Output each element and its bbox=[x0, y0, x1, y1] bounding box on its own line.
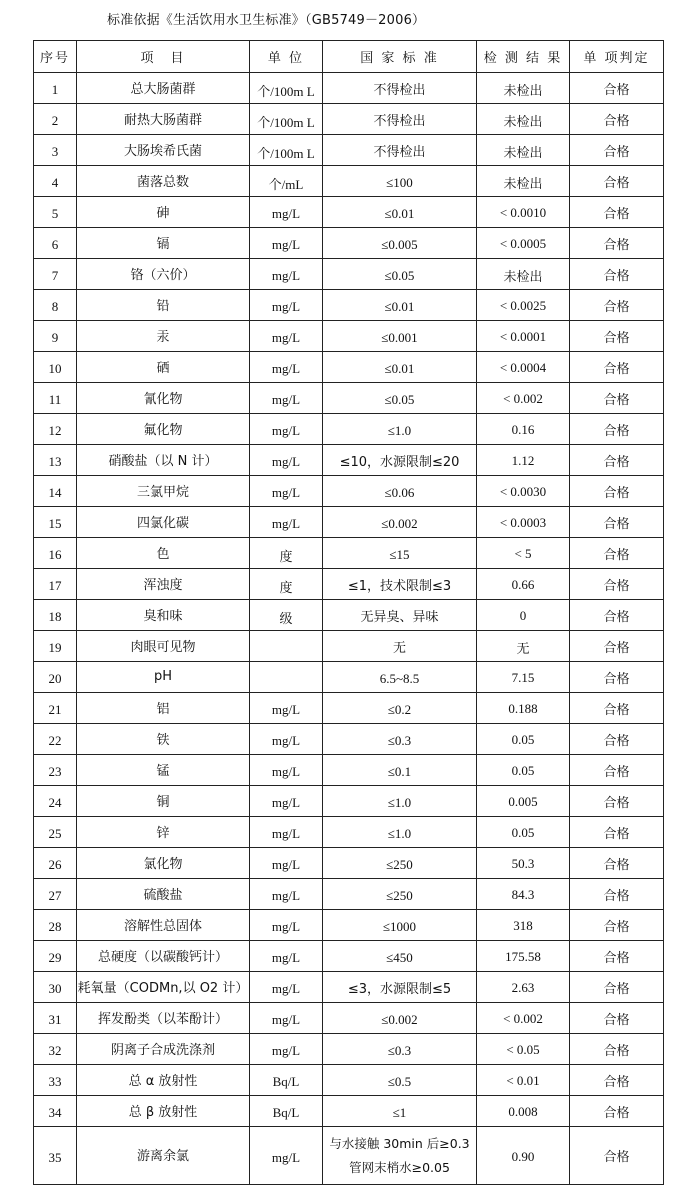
row-result: 未检出 bbox=[477, 104, 570, 135]
row-standard: ≤250 bbox=[323, 879, 477, 910]
row-result: < 0.0010 bbox=[477, 197, 570, 228]
row-result: 未检出 bbox=[477, 259, 570, 290]
row-number: 29 bbox=[34, 941, 77, 972]
row-unit: 个/100m L bbox=[250, 135, 323, 166]
row-unit: mg/L bbox=[250, 1034, 323, 1065]
row-judgement: 合格 bbox=[570, 507, 664, 538]
row-judgement: 合格 bbox=[570, 228, 664, 259]
table-row bbox=[34, 1127, 664, 1185]
row-number: 7 bbox=[34, 259, 77, 290]
table-row bbox=[34, 910, 664, 941]
row-item: 挥发酚类（以苯酚计） bbox=[77, 1003, 250, 1034]
row-result: 0.90 bbox=[477, 1127, 570, 1185]
row-judgement: 合格 bbox=[570, 104, 664, 135]
table-row bbox=[34, 104, 664, 135]
row-result: 未检出 bbox=[477, 166, 570, 197]
row-standard: ≤0.002 bbox=[323, 507, 477, 538]
row-unit: 度 bbox=[250, 538, 323, 569]
table-row bbox=[34, 941, 664, 972]
row-unit: mg/L bbox=[250, 1127, 323, 1185]
row-result: < 5 bbox=[477, 538, 570, 569]
row-judgement: 合格 bbox=[570, 1127, 664, 1185]
row-judgement: 合格 bbox=[570, 569, 664, 600]
header-result: 检 测 结 果 bbox=[477, 41, 570, 73]
row-standard: 无异臭、异味 bbox=[323, 600, 477, 631]
row-number: 15 bbox=[34, 507, 77, 538]
row-result: 0.005 bbox=[477, 786, 570, 817]
row-result: 84.3 bbox=[477, 879, 570, 910]
row-judgement: 合格 bbox=[570, 290, 664, 321]
row-number: 9 bbox=[34, 321, 77, 352]
row-number: 26 bbox=[34, 848, 77, 879]
table-row bbox=[34, 1065, 664, 1096]
header-no: 序号 bbox=[34, 41, 77, 73]
row-result: 175.58 bbox=[477, 941, 570, 972]
row-number: 28 bbox=[34, 910, 77, 941]
row-judgement: 合格 bbox=[570, 414, 664, 445]
row-judgement: 合格 bbox=[570, 352, 664, 383]
row-judgement: 合格 bbox=[570, 662, 664, 693]
row-item: 氯化物 bbox=[77, 848, 250, 879]
row-judgement: 合格 bbox=[570, 445, 664, 476]
table-row bbox=[34, 693, 664, 724]
table-row bbox=[34, 879, 664, 910]
row-item: 耗氧量（CODMn,以 O2 计） bbox=[77, 972, 250, 1003]
row-number: 1 bbox=[34, 73, 77, 104]
row-result: 0.05 bbox=[477, 755, 570, 786]
row-standard: ≤0.3 bbox=[323, 724, 477, 755]
row-item: 硒 bbox=[77, 352, 250, 383]
row-standard: ≤1.0 bbox=[323, 786, 477, 817]
row-judgement: 合格 bbox=[570, 1003, 664, 1034]
row-number: 14 bbox=[34, 476, 77, 507]
row-standard: ≤1.0 bbox=[323, 817, 477, 848]
row-number: 2 bbox=[34, 104, 77, 135]
row-number: 5 bbox=[34, 197, 77, 228]
row-item: 色 bbox=[77, 538, 250, 569]
table-row bbox=[34, 538, 664, 569]
row-unit: mg/L bbox=[250, 321, 323, 352]
row-standard-line: 与水接触 30min 后≥0.3 bbox=[329, 1135, 470, 1151]
row-item: 总大肠菌群 bbox=[77, 73, 250, 104]
row-standard: ≤0.1 bbox=[323, 755, 477, 786]
row-standard: ≤0.3 bbox=[323, 1034, 477, 1065]
row-number: 18 bbox=[34, 600, 77, 631]
table-row bbox=[34, 631, 664, 662]
row-result: 1.12 bbox=[477, 445, 570, 476]
row-standard: 不得检出 bbox=[323, 73, 477, 104]
header-unit: 单 位 bbox=[250, 41, 323, 73]
row-item: 氰化物 bbox=[77, 383, 250, 414]
row-result: 0.66 bbox=[477, 569, 570, 600]
table-row bbox=[34, 414, 664, 445]
row-item: 铝 bbox=[77, 693, 250, 724]
row-standard: ≤0.5 bbox=[323, 1065, 477, 1096]
row-result: < 0.0003 bbox=[477, 507, 570, 538]
table-row bbox=[34, 569, 664, 600]
row-number: 27 bbox=[34, 879, 77, 910]
row-number: 4 bbox=[34, 166, 77, 197]
row-unit: 级 bbox=[250, 600, 323, 631]
row-unit: Bq/L bbox=[250, 1065, 323, 1096]
row-item: 游离余氯 bbox=[77, 1127, 250, 1185]
row-judgement: 合格 bbox=[570, 693, 664, 724]
row-result: < 0.0005 bbox=[477, 228, 570, 259]
row-unit: mg/L bbox=[250, 507, 323, 538]
row-unit: mg/L bbox=[250, 414, 323, 445]
row-standard: ≤450 bbox=[323, 941, 477, 972]
row-standard: ≤1，技术限制≤3 bbox=[323, 569, 477, 600]
table-row bbox=[34, 972, 664, 1003]
row-judgement: 合格 bbox=[570, 941, 664, 972]
row-number: 21 bbox=[34, 693, 77, 724]
row-unit: mg/L bbox=[250, 1003, 323, 1034]
row-judgement: 合格 bbox=[570, 786, 664, 817]
row-item: 总 β 放射性 bbox=[77, 1096, 250, 1127]
row-result: 0.188 bbox=[477, 693, 570, 724]
row-unit: mg/L bbox=[250, 817, 323, 848]
row-standard: ≤1000 bbox=[323, 910, 477, 941]
row-result: < 0.0025 bbox=[477, 290, 570, 321]
row-number: 22 bbox=[34, 724, 77, 755]
row-judgement: 合格 bbox=[570, 135, 664, 166]
row-standard: ≤100 bbox=[323, 166, 477, 197]
row-number: 34 bbox=[34, 1096, 77, 1127]
table-row bbox=[34, 476, 664, 507]
row-item: 耐热大肠菌群 bbox=[77, 104, 250, 135]
row-unit: mg/L bbox=[250, 352, 323, 383]
table-row bbox=[34, 755, 664, 786]
row-standard: ≤0.001 bbox=[323, 321, 477, 352]
row-number: 11 bbox=[34, 383, 77, 414]
row-unit: 个/100m L bbox=[250, 73, 323, 104]
row-number: 23 bbox=[34, 755, 77, 786]
table-body bbox=[34, 73, 664, 1185]
row-unit: 个/100m L bbox=[250, 104, 323, 135]
row-standard: ≤0.002 bbox=[323, 1003, 477, 1034]
row-standard: ≤250 bbox=[323, 848, 477, 879]
table-row bbox=[34, 383, 664, 414]
row-number: 13 bbox=[34, 445, 77, 476]
row-item: 大肠埃希氏菌 bbox=[77, 135, 250, 166]
row-judgement: 合格 bbox=[570, 538, 664, 569]
row-item: 臭和味 bbox=[77, 600, 250, 631]
row-unit: mg/L bbox=[250, 755, 323, 786]
row-judgement: 合格 bbox=[570, 166, 664, 197]
row-number: 31 bbox=[34, 1003, 77, 1034]
row-item: 硝酸盐（以 N 计） bbox=[77, 445, 250, 476]
row-unit: mg/L bbox=[250, 290, 323, 321]
table-row bbox=[34, 786, 664, 817]
row-unit: mg/L bbox=[250, 724, 323, 755]
row-number: 10 bbox=[34, 352, 77, 383]
table-row bbox=[34, 166, 664, 197]
table-header-row bbox=[34, 41, 664, 73]
row-unit: mg/L bbox=[250, 972, 323, 1003]
row-result: 0.16 bbox=[477, 414, 570, 445]
row-item: 铁 bbox=[77, 724, 250, 755]
row-result: 7.15 bbox=[477, 662, 570, 693]
table-row bbox=[34, 507, 664, 538]
row-judgement: 合格 bbox=[570, 724, 664, 755]
row-judgement: 合格 bbox=[570, 848, 664, 879]
table-row bbox=[34, 600, 664, 631]
row-result: < 0.0001 bbox=[477, 321, 570, 352]
row-standard: ≤0.005 bbox=[323, 228, 477, 259]
row-item: 四氯化碳 bbox=[77, 507, 250, 538]
row-result: 无 bbox=[477, 631, 570, 662]
row-number: 6 bbox=[34, 228, 77, 259]
water-quality-table bbox=[33, 40, 664, 1185]
row-result: 未检出 bbox=[477, 135, 570, 166]
table-row bbox=[34, 1034, 664, 1065]
row-item: 总 α 放射性 bbox=[77, 1065, 250, 1096]
row-number: 33 bbox=[34, 1065, 77, 1096]
row-judgement: 合格 bbox=[570, 631, 664, 662]
table-row bbox=[34, 724, 664, 755]
row-unit: 个/mL bbox=[250, 166, 323, 197]
row-standard: ≤0.01 bbox=[323, 352, 477, 383]
table-row bbox=[34, 73, 664, 104]
row-standard: ≤1 bbox=[323, 1096, 477, 1127]
row-standard: ≤0.01 bbox=[323, 197, 477, 228]
row-judgement: 合格 bbox=[570, 755, 664, 786]
row-standard: ≤3，水源限制≤5 bbox=[323, 972, 477, 1003]
row-result: 0.008 bbox=[477, 1096, 570, 1127]
row-standard: ≤0.05 bbox=[323, 383, 477, 414]
row-standard: ≤0.01 bbox=[323, 290, 477, 321]
table-row bbox=[34, 352, 664, 383]
row-result: < 0.002 bbox=[477, 1003, 570, 1034]
row-standard: ≤0.2 bbox=[323, 693, 477, 724]
table-row bbox=[34, 259, 664, 290]
row-item: 砷 bbox=[77, 197, 250, 228]
row-item: 阴离子合成洗涤剂 bbox=[77, 1034, 250, 1065]
row-item: 锰 bbox=[77, 755, 250, 786]
row-number: 3 bbox=[34, 135, 77, 166]
row-number: 17 bbox=[34, 569, 77, 600]
table-row bbox=[34, 817, 664, 848]
row-unit: mg/L bbox=[250, 197, 323, 228]
row-standard: 无 bbox=[323, 631, 477, 662]
row-result: 50.3 bbox=[477, 848, 570, 879]
row-item: 铬（六价） bbox=[77, 259, 250, 290]
row-judgement: 合格 bbox=[570, 817, 664, 848]
row-standard: 6.5~8.5 bbox=[323, 662, 477, 693]
row-unit: mg/L bbox=[250, 879, 323, 910]
row-item: 溶解性总固体 bbox=[77, 910, 250, 941]
row-number: 35 bbox=[34, 1127, 77, 1185]
row-unit: mg/L bbox=[250, 228, 323, 259]
row-standard: ≤10，水源限制≤20 bbox=[323, 445, 477, 476]
row-judgement: 合格 bbox=[570, 383, 664, 414]
row-result: 未检出 bbox=[477, 73, 570, 104]
row-judgement: 合格 bbox=[570, 972, 664, 1003]
row-item: 氟化物 bbox=[77, 414, 250, 445]
document-title: 标准依据《生活饮用水卫生标准》（GB5749－2006） bbox=[107, 13, 426, 28]
row-judgement: 合格 bbox=[570, 910, 664, 941]
row-judgement: 合格 bbox=[570, 1065, 664, 1096]
row-number: 30 bbox=[34, 972, 77, 1003]
row-result: 318 bbox=[477, 910, 570, 941]
row-result: 0.05 bbox=[477, 724, 570, 755]
row-result: 0.05 bbox=[477, 817, 570, 848]
row-number: 19 bbox=[34, 631, 77, 662]
row-item: 菌落总数 bbox=[77, 166, 250, 197]
table-row bbox=[34, 228, 664, 259]
row-judgement: 合格 bbox=[570, 321, 664, 352]
row-number: 20 bbox=[34, 662, 77, 693]
row-unit: 度 bbox=[250, 569, 323, 600]
row-standard: ≤0.05 bbox=[323, 259, 477, 290]
row-standard bbox=[323, 1127, 477, 1185]
row-item: 镉 bbox=[77, 228, 250, 259]
row-standard: ≤0.06 bbox=[323, 476, 477, 507]
row-standard: 不得检出 bbox=[323, 135, 477, 166]
row-unit: mg/L bbox=[250, 383, 323, 414]
row-unit: mg/L bbox=[250, 445, 323, 476]
row-result: 0 bbox=[477, 600, 570, 631]
row-standard: ≤1.0 bbox=[323, 414, 477, 445]
table-row bbox=[34, 1003, 664, 1034]
table-row bbox=[34, 290, 664, 321]
row-item: 总硬度（以碳酸钙计） bbox=[77, 941, 250, 972]
table-row bbox=[34, 662, 664, 693]
row-result: < 0.002 bbox=[477, 383, 570, 414]
row-item: 铜 bbox=[77, 786, 250, 817]
row-result: 2.63 bbox=[477, 972, 570, 1003]
row-unit bbox=[250, 662, 323, 693]
row-judgement: 合格 bbox=[570, 1034, 664, 1065]
table-row bbox=[34, 445, 664, 476]
row-judgement: 合格 bbox=[570, 197, 664, 228]
row-judgement: 合格 bbox=[570, 1096, 664, 1127]
row-unit: mg/L bbox=[250, 848, 323, 879]
table-row bbox=[34, 1096, 664, 1127]
row-item: 硫酸盐 bbox=[77, 879, 250, 910]
row-judgement: 合格 bbox=[570, 259, 664, 290]
row-unit: mg/L bbox=[250, 910, 323, 941]
row-judgement: 合格 bbox=[570, 476, 664, 507]
row-number: 12 bbox=[34, 414, 77, 445]
row-item: 汞 bbox=[77, 321, 250, 352]
row-item: 肉眼可见物 bbox=[77, 631, 250, 662]
row-number: 16 bbox=[34, 538, 77, 569]
row-number: 25 bbox=[34, 817, 77, 848]
row-number: 24 bbox=[34, 786, 77, 817]
row-item: 浑浊度 bbox=[77, 569, 250, 600]
row-unit: mg/L bbox=[250, 941, 323, 972]
row-unit: mg/L bbox=[250, 786, 323, 817]
row-result: < 0.01 bbox=[477, 1065, 570, 1096]
row-judgement: 合格 bbox=[570, 73, 664, 104]
row-standard: ≤15 bbox=[323, 538, 477, 569]
table-row bbox=[34, 848, 664, 879]
header-judgement: 单 项判定 bbox=[570, 41, 664, 73]
table-row bbox=[34, 197, 664, 228]
row-standard-line: 管网末梢水≥0.05 bbox=[349, 1159, 450, 1175]
table-row bbox=[34, 321, 664, 352]
row-result: < 0.0030 bbox=[477, 476, 570, 507]
row-result: < 0.05 bbox=[477, 1034, 570, 1065]
row-judgement: 合格 bbox=[570, 879, 664, 910]
row-item: 三氯甲烷 bbox=[77, 476, 250, 507]
row-number: 32 bbox=[34, 1034, 77, 1065]
header-item: 项 目 bbox=[77, 41, 250, 73]
row-item: 铅 bbox=[77, 290, 250, 321]
row-unit: Bq/L bbox=[250, 1096, 323, 1127]
row-result: < 0.0004 bbox=[477, 352, 570, 383]
row-unit bbox=[250, 631, 323, 662]
row-unit: mg/L bbox=[250, 259, 323, 290]
header-standard: 国 家 标 准 bbox=[323, 41, 477, 73]
row-item: 锌 bbox=[77, 817, 250, 848]
table-row bbox=[34, 135, 664, 166]
row-judgement: 合格 bbox=[570, 600, 664, 631]
row-unit: mg/L bbox=[250, 693, 323, 724]
row-number: 8 bbox=[34, 290, 77, 321]
row-item: pH bbox=[77, 662, 250, 693]
row-unit: mg/L bbox=[250, 476, 323, 507]
row-standard: 不得检出 bbox=[323, 104, 477, 135]
